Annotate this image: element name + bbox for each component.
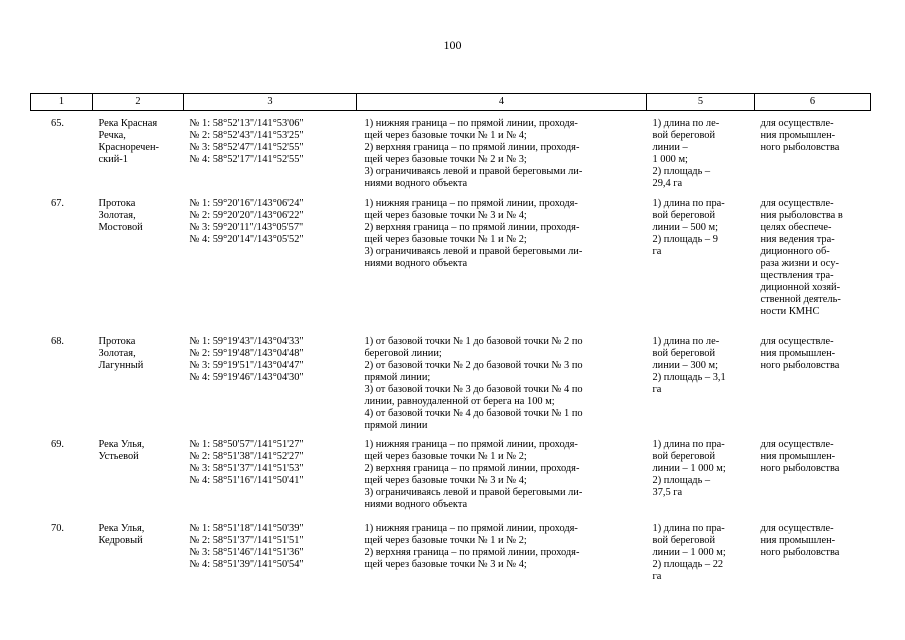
coordinate-line: № 2: 59°20'20"/143°06'22" xyxy=(189,209,304,221)
coordinate-line: № 3: 59°20'11"/143°05'57" xyxy=(189,221,304,233)
usage-purpose: для осуществле- ния промышлен- ного рыболовства xyxy=(760,438,840,474)
water-body-name: Река Улья, Устьевой xyxy=(98,438,145,462)
coordinate-line: № 4: 58°51'39"/141°50'54" xyxy=(189,558,304,570)
coordinate-line: № 3: 58°52'47"/141°52'55" xyxy=(189,142,304,153)
water-body-name: Протока Золотая, Лагунный xyxy=(98,335,144,371)
column-number-1: 1 xyxy=(31,94,93,111)
boundary-description: 1) нижняя граница – по прямой линии, проходя- щей через базовые точки № 1 и № 4; 2) верхняя граница – по прямой линии, проходя- щей через базовые точки № 2 и № 3; 3) ограничиваясь левой и правой береговыми ли- ниями водного объекта xyxy=(364,118,583,189)
area-parameters: 1) длина по ле- вой береговой линии – 300 м; 2) площадь – 3,1 га xyxy=(652,335,726,395)
column-number-3: 3 xyxy=(184,94,357,111)
row-number: 67. xyxy=(51,197,64,209)
table-row xyxy=(31,111,871,191)
area-parameters: 1) длина по пра- вой береговой линии – 1 000 м; 2) площадь – 22 га xyxy=(652,522,726,582)
water-body-name: Река Красная Речка, Красноречен- ский-1 xyxy=(98,118,160,165)
usage-purpose: для осуществле- ния промышлен- ного рыболовства xyxy=(760,118,840,153)
coordinate-line: № 2: 59°19'48"/143°04'48" xyxy=(189,347,304,359)
column-number-6: 6 xyxy=(755,94,871,111)
base-point-coordinates xyxy=(184,432,357,516)
coordinate-line: № 1: 58°51'18"/141°50'39" xyxy=(189,522,304,534)
boundary-description: 1) нижняя граница – по прямой линии, проходя- щей через базовые точки № 1 и № 2; 2) верхняя граница – по прямой линии, проходя- щей через базовые точки № 3 и № 4; 3) ограничиваясь левой и правой береговыми ли- ниями водного объекта xyxy=(364,438,583,510)
base-point-coordinates xyxy=(184,516,357,586)
table-header-row xyxy=(31,94,871,111)
row-number: 68. xyxy=(51,335,64,347)
coordinate-line: № 3: 59°19'51"/143°04'47" xyxy=(189,359,304,371)
table-row xyxy=(31,191,871,329)
usage-purpose: для осуществле- ния промышлен- ного рыболовства xyxy=(760,522,840,558)
table-row xyxy=(31,516,871,586)
boundary-description: 1) от базовой точки № 1 до базовой точки № 2 по береговой линии; 2) от базовой точки № 2 до базовой точки № 3 по прямой линии; 3) от базовой точки № 3 до базовой точки № 4 по линии, равноудаленной от берега на 100 м; 4) от базовой точки № 4 до базовой точки № 1 по прямой линии xyxy=(364,335,583,431)
coordinate-line: № 3: 58°51'46"/141°51'36" xyxy=(189,546,304,558)
coordinate-line: № 4: 59°20'14"/143°05'52" xyxy=(189,233,304,245)
coordinate-line: № 1: 59°19'43"/143°04'33" xyxy=(189,335,304,347)
table-row xyxy=(31,432,871,516)
coordinate-line: № 1: 58°52'13"/141°53'06" xyxy=(189,118,304,129)
row-number: 70. xyxy=(51,522,64,534)
coordinate-line: № 3: 58°51'37"/141°51'53" xyxy=(189,462,304,474)
column-number-2: 2 xyxy=(93,94,184,111)
table-body xyxy=(31,111,871,586)
coordinate-line: № 1: 59°20'16"/143°06'24" xyxy=(189,197,304,209)
table-row xyxy=(31,329,871,432)
column-number-5: 5 xyxy=(647,94,755,111)
coordinate-line: № 4: 58°51'16"/141°50'41" xyxy=(189,474,304,486)
base-point-coordinates xyxy=(184,111,357,191)
usage-purpose: для осуществле- ния промышлен- ного рыболовства xyxy=(760,335,840,371)
column-number-4: 4 xyxy=(357,94,647,111)
coordinate-line: № 4: 58°52'17"/141°52'55" xyxy=(189,154,304,165)
area-parameters: 1) длина по пра- вой береговой линии – 1 000 м; 2) площадь – 37,5 га xyxy=(652,438,726,498)
boundary-description: 1) нижняя граница – по прямой линии, проходя- щей через базовые точки № 1 и № 2; 2) верхняя граница – по прямой линии, проходя- щей через базовые точки № 3 и № 4; xyxy=(364,522,580,570)
usage-purpose: для осуществле- ния рыболовства в целях обеспече- ния ведения тра- диционного об- раза жизни и осу- ществления тра- диционной хозяй- ственной деятель- ности КМНС xyxy=(760,197,843,317)
row-number: 65. xyxy=(51,118,64,129)
water-body-name: Река Улья, Кедровый xyxy=(98,522,145,546)
row-number: 69. xyxy=(51,438,64,450)
coordinate-line: № 2: 58°52'43"/141°53'25" xyxy=(189,130,304,141)
coordinate-line: № 4: 59°19'46"/143°04'30" xyxy=(189,371,304,383)
boundary-description: 1) нижняя граница – по прямой линии, проходя- щей через базовые точки № 3 и № 4; 2) верхняя граница – по прямой линии, проходя- щей через базовые точки № 1 и № 2; 3) ограничиваясь левой и правой береговыми ли- ниями водного объекта xyxy=(364,197,583,269)
base-point-coordinates xyxy=(184,329,357,432)
fishing-areas-table xyxy=(30,93,871,586)
area-parameters: 1) длина по пра- вой береговой линии – 500 м; 2) площадь – 9 га xyxy=(652,197,725,257)
page-number: 100 xyxy=(443,38,462,52)
coordinate-line: № 2: 58°51'37"/141°51'51" xyxy=(189,534,304,546)
water-body-name: Протока Золотая, Мостовой xyxy=(98,197,143,233)
coordinate-line: № 1: 58°50'57"/141°51'27" xyxy=(189,438,304,450)
area-parameters: 1) длина по ле- вой береговой линии – 1 000 м; 2) площадь – 29,4 га xyxy=(652,118,720,189)
base-point-coordinates xyxy=(184,191,357,329)
coordinate-line: № 2: 58°51'38"/141°52'27" xyxy=(189,450,304,462)
